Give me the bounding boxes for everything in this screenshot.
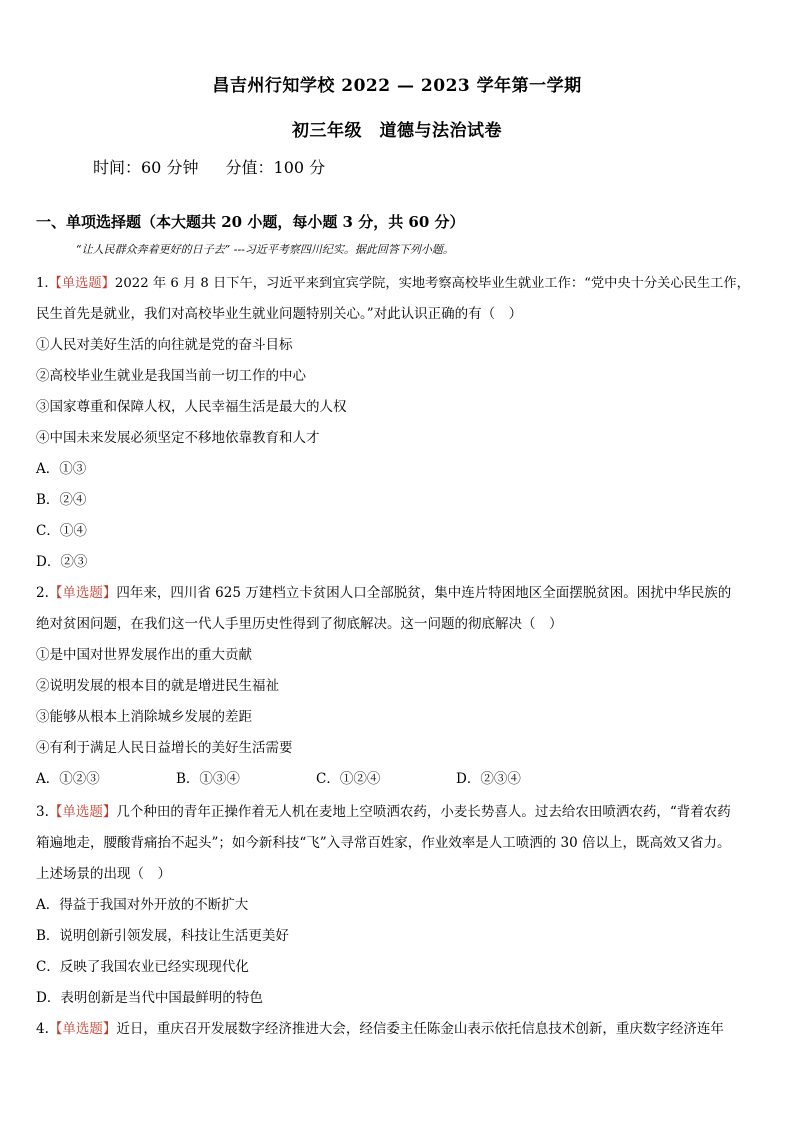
exam-meta [93, 155, 347, 178]
option-b: B．①③④ [176, 771, 240, 787]
statement: ③国家尊重和保障人权，人民幸福生活是最大的人权 [36, 399, 347, 415]
statement: ④有利于满足人民日益增长的美好生活需要 [36, 740, 293, 756]
option-a: A．得益于我国对外开放的不断扩大 [36, 897, 249, 913]
option-a: A．①②③ [36, 771, 100, 787]
option-d: D．表明创新是当代中国最鲜明的特色 [36, 990, 263, 1006]
options-row [36, 764, 760, 795]
question-number: 3. [36, 804, 49, 820]
question-number: 2. [36, 585, 49, 601]
question-number: 1. [36, 276, 49, 291]
option-c: C．①②④ [316, 771, 381, 787]
section-intro: “让人民群众奔着更好的日子去” ---习近平考察四川纪实。据此回答下列小题。 [76, 243, 454, 256]
exam-time: 时间：60 分钟 [93, 158, 199, 177]
statement: ①是中国对世界发展作出的重大贡献 [36, 647, 252, 663]
option-b: B．说明创新引领发展，科技让生活更美好 [36, 928, 289, 944]
question-stem: 箱遍地走，腰酸背痛抬不起头”；如今新科技“飞”入寻常百姓家，作业效率是人工喷洒的 30 倍以上，既高效又省力。 [36, 835, 731, 851]
option-d: D．②③ [36, 554, 88, 570]
question-4 [36, 1014, 760, 1045]
question-stem: 绝对贫困问题，在我们这一代人手里历史性得到了彻底解决。这一问题的彻底解决（ ） [36, 616, 563, 632]
statement: ②高校毕业生就业是我国当前一切工作的中心 [36, 368, 306, 384]
question-number: 4. [36, 1021, 49, 1037]
exam-title: 昌吉州行知学校 2022 — 2023 学年第一学期 [212, 76, 582, 96]
question-type-tag: 【单选题】 [48, 585, 117, 601]
question-2 [36, 578, 760, 795]
option-c: C．反映了我国农业已经实现现代化 [36, 959, 249, 975]
question-type-tag: 【单选题】 [48, 804, 117, 820]
option-d: D．②③④ [456, 771, 521, 787]
statement: ①人民对美好生活的向往就是党的奋斗目标 [36, 337, 293, 353]
question-type-tag: 【单选题】 [48, 276, 115, 291]
question-3 [36, 797, 760, 1014]
exam-score: 分值：100 分 [225, 158, 326, 177]
question-stem: 四年来，四川省 625 万建档立卡贫困人口全部脱贫，集中连片特困地区全面摆脱贫困。困扰中华民族的 [116, 585, 732, 601]
statement: ③能够从根本上消除城乡发展的差距 [36, 709, 252, 725]
exam-subtitle: 初三年级 道德与法治试卷 [292, 121, 502, 141]
question-stem: 民生首先是就业，我们对高校毕业生就业问题特别关心。”对此认识正确的有（ ） [36, 306, 523, 322]
question-type-tag: 【单选题】 [48, 1021, 117, 1037]
question-stem: 近日，重庆召开发展数字经济推进大会，经信委主任陈金山表示依托信息技术创新，重庆数字经济连年 [116, 1021, 724, 1037]
statement: ②说明发展的根本目的就是增进民生福祉 [36, 678, 279, 694]
question-stem: 2022 年 6 月 8 日下午，习近平来到宜宾学院，实地考察高校毕业生就业工作：“党中央十分关心民生工作， [114, 276, 750, 291]
section-title: 一、单项选择题（本大题共 20 小题，每小题 3 分，共 60 分） [36, 213, 465, 231]
option-a: A．①③ [36, 461, 87, 477]
statement: ④中国未来发展必须坚定不移地依靠教育和人才 [36, 430, 320, 446]
question-1 [36, 268, 760, 578]
question-stem: 几个种田的青年正操作着无人机在麦地上空喷洒农药，小麦长势喜人。过去给农田喷洒农药，“背着农药 [116, 804, 731, 820]
question-stem: 上述场景的出现（ ） [36, 866, 171, 882]
option-c: C．①④ [36, 523, 87, 539]
option-b: B．②④ [36, 492, 87, 508]
